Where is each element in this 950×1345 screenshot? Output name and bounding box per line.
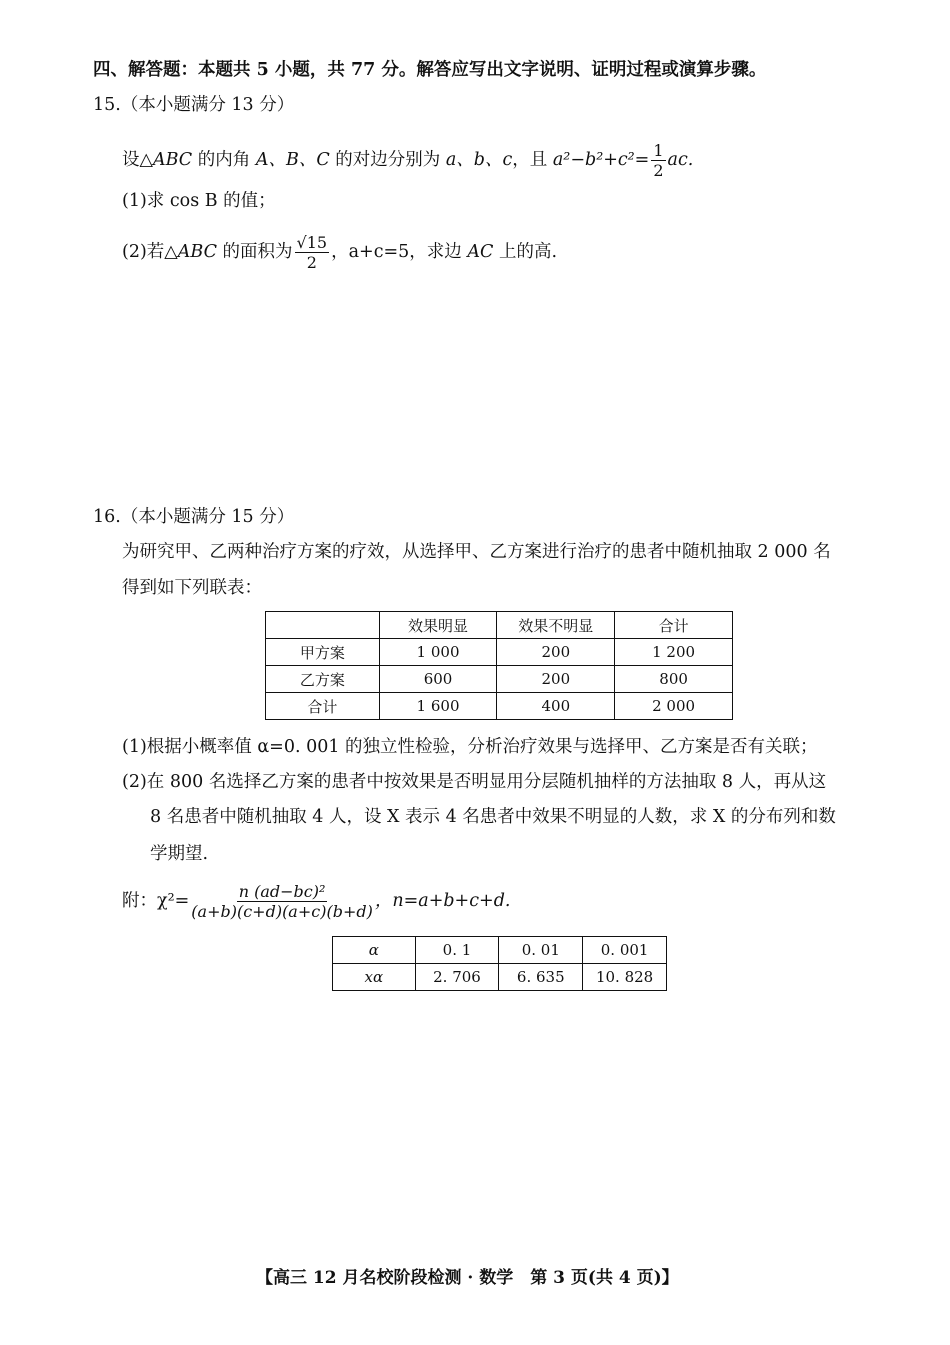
table-cell: 合计 <box>266 693 380 720</box>
table-cell: xα <box>333 964 416 991</box>
table-header-row <box>266 612 733 639</box>
q16-part2-line1: (2)在 800 名选择乙方案的患者中按效果是否明显用分层随机抽样的方法抽取 8 人，再从这 <box>122 772 827 792</box>
section-heading: 四、解答题：本题共 5 小题，共 77 分。解答应写出文字说明、证明过程或演算步骤。 <box>93 60 767 80</box>
table-cell: 200 <box>497 666 615 693</box>
formula-fraction: $\frac{\text{n (ad−bc)²}}{(a+b)(c+d)(a+c)(b+d)}$ <box>191 882 373 921</box>
area-fraction: $\frac{√15}{2}$ <box>296 233 328 272</box>
page-footer: 【高三 12 月名校阶段检测 · 数学 第 3 页(共 4 页)】 <box>256 1268 679 1288</box>
table-cell: 6. 635 <box>499 964 583 991</box>
table-cell: 800 <box>615 666 733 693</box>
q16-part1: (1)根据小概率值 α=0. 001 的独立性检验，分析治疗效果与选择甲、乙方案是否有关联； <box>122 737 818 757</box>
table-cell: 0. 01 <box>499 937 583 964</box>
q15-part2: (2)若△ABC 的面积为 $\frac{√15}{2}$ ，a+c=5，求边 AC 上的高. <box>122 233 558 272</box>
table-cell: 200 <box>497 639 615 666</box>
contingency-table <box>265 611 733 720</box>
table-cell: 1 200 <box>615 639 733 666</box>
table-row <box>266 639 733 666</box>
table-cell: 10. 828 <box>583 964 667 991</box>
table-cell: 乙方案 <box>266 666 380 693</box>
chi-square-formula: 附：χ²= $\frac{\text{n (ad−bc)²}}{(a+b)(c+d)(a+c)(b+d)}$ ，n=a+b+c+d. <box>122 882 511 921</box>
table-cell: 0. 001 <box>583 937 667 964</box>
table-cell: 2. 706 <box>415 964 499 991</box>
q15-fraction: $\frac{1}{2}$ <box>653 141 664 180</box>
chi-square-critical-table <box>332 936 667 991</box>
table-cell: 400 <box>497 693 615 720</box>
table-cell: 0. 1 <box>415 937 499 964</box>
table-row <box>266 666 733 693</box>
q16-stem-line2: 得到如下列联表： <box>122 578 262 598</box>
q16-part2-line2: 8 名患者中随机抽取 4 人，设 X 表示 4 名患者中效果不明显的人数，求 X 的分布列和数 <box>150 807 836 827</box>
table-header-cell: 效果明显 <box>379 612 497 639</box>
table-header-cell <box>266 612 380 639</box>
q15-header: 15.（本小题满分 13 分） <box>93 95 295 115</box>
table-header-cell: 效果不明显 <box>497 612 615 639</box>
table-cell: 甲方案 <box>266 639 380 666</box>
table-cell: 1 000 <box>379 639 497 666</box>
q16-header: 16.（本小题满分 15 分） <box>93 507 295 527</box>
table-row <box>333 964 667 991</box>
table-cell: α <box>333 937 416 964</box>
q16-part2-line3: 学期望. <box>150 844 209 864</box>
table-row <box>266 693 733 720</box>
table-cell: 1 600 <box>379 693 497 720</box>
q15-stem: 设△ABC 的内角 A、B、C 的对边分别为 a、b、c，且 a²−b²+c²= $\frac{1}{2}$ ac. <box>122 141 694 180</box>
table-header-cell: 合计 <box>615 612 733 639</box>
table-row <box>333 937 667 964</box>
table-cell: 600 <box>379 666 497 693</box>
q15-part1: (1)求 cos B 的值； <box>122 191 276 211</box>
q16-stem-line1: 为研究甲、乙两种治疗方案的疗效，从选择甲、乙方案进行治疗的患者中随机抽取 2 000 名 <box>122 542 831 562</box>
table-cell: 2 000 <box>615 693 733 720</box>
